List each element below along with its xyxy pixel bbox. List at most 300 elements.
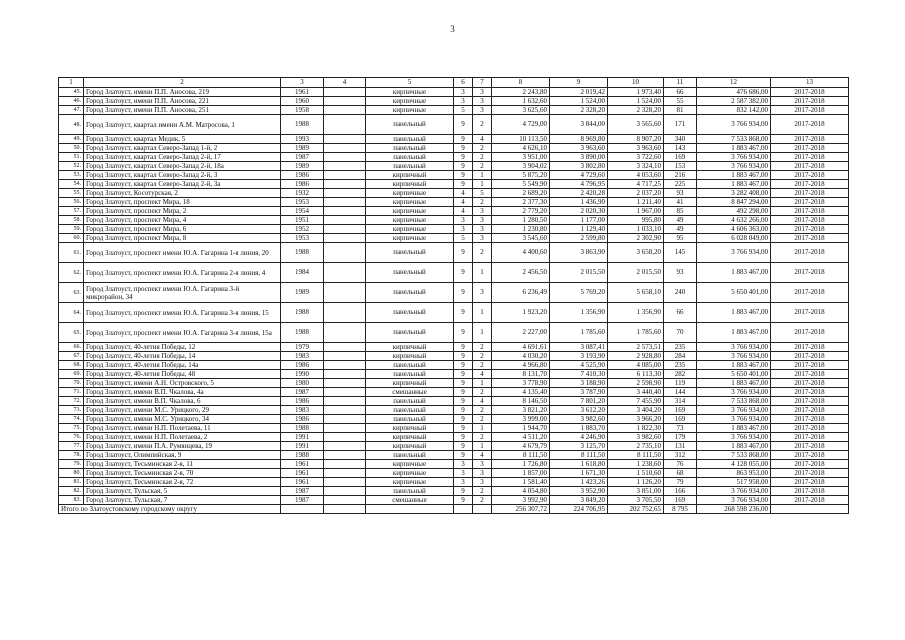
address-cell: Город Златоуст, имени В.П. Чкалова, 4а <box>84 388 281 397</box>
wall-material-cell: панельный <box>366 263 454 283</box>
table-row <box>59 478 849 487</box>
residents-cell: 145 <box>664 243 697 263</box>
row-index: 68. <box>59 361 84 370</box>
floors-cell: 9 <box>454 115 473 135</box>
entrances-cell: 4 <box>473 370 492 379</box>
address-cell: Город Златоуст, проспект Мира, 18 <box>84 198 281 207</box>
address-cell: Город Златоуст, Тесьминская 2-я, 70 <box>84 469 281 478</box>
floors-cell: 4 <box>454 198 473 207</box>
period-cell: 2017-2018 <box>771 352 849 361</box>
column-4-cell <box>324 198 366 207</box>
period-cell: 2017-2018 <box>771 323 849 343</box>
period-cell: 2017-2018 <box>771 406 849 415</box>
column-9-cell: 1 129,40 <box>550 225 608 234</box>
total-area-cell: 3 904,02 <box>492 162 550 171</box>
table-row <box>59 415 849 424</box>
column-4-cell <box>324 106 366 115</box>
row-index: 57. <box>59 207 84 216</box>
cost-cell: 3 766 934,00 <box>697 487 771 496</box>
column-10-cell: 7 455,90 <box>608 397 664 406</box>
period-cell: 2017-2018 <box>771 97 849 106</box>
period-cell: 2017-2018 <box>771 135 849 144</box>
cost-cell: 6 028 049,00 <box>697 234 771 243</box>
column-4-cell <box>324 88 366 97</box>
wall-material-cell: панельный <box>366 135 454 144</box>
floors-cell: 3 <box>454 225 473 234</box>
table-row <box>59 323 849 343</box>
entrances-cell: 2 <box>473 144 492 153</box>
residents-cell: 81 <box>664 106 697 115</box>
floors-cell: 9 <box>454 388 473 397</box>
year-built-cell: 1988 <box>281 303 324 323</box>
entrances-cell: 2 <box>473 487 492 496</box>
column-4-cell <box>324 352 366 361</box>
column-4-cell <box>324 207 366 216</box>
cost-cell: 8 847 294,00 <box>697 198 771 207</box>
entrances-cell: 5 <box>473 189 492 198</box>
year-built-cell: 1987 <box>281 388 324 397</box>
column-9-cell: 3 963,60 <box>550 144 608 153</box>
column-9-cell: 1 618,80 <box>550 460 608 469</box>
year-built-cell: 1961 <box>281 88 324 97</box>
residents-cell: 169 <box>664 153 697 162</box>
column-number-2: 2 <box>84 78 281 88</box>
table-row <box>59 162 849 171</box>
total-area: 256 307,72 <box>492 505 550 514</box>
address-cell: Город Златоуст, имени М.С. Урицкого, 29 <box>84 406 281 415</box>
wall-material-cell: панельный <box>366 303 454 323</box>
year-built-cell: 1987 <box>281 153 324 162</box>
row-index: 83. <box>59 496 84 505</box>
row-index: 63. <box>59 283 84 303</box>
address-cell: Город Златоуст, имени В.П. Чкалова, 6 <box>84 397 281 406</box>
period-cell: 2017-2018 <box>771 216 849 225</box>
column-9-cell: 8 969,80 <box>550 135 608 144</box>
column-number-10: 10 <box>608 78 664 88</box>
row-index: 48. <box>59 115 84 135</box>
entrances-cell: 1 <box>473 180 492 189</box>
table-row <box>59 189 849 198</box>
cost-cell: 7 533 868,00 <box>697 397 771 406</box>
entrances-cell: 3 <box>473 283 492 303</box>
floors-cell: 9 <box>454 323 473 343</box>
entrances-cell: 2 <box>473 162 492 171</box>
year-built-cell: 1954 <box>281 207 324 216</box>
row-index: 65. <box>59 323 84 343</box>
year-built-cell: 1951 <box>281 216 324 225</box>
entrances-cell: 2 <box>473 153 492 162</box>
column-4-cell <box>324 379 366 388</box>
table-row <box>59 198 849 207</box>
column-4-cell <box>324 397 366 406</box>
residents-cell: 225 <box>664 180 697 189</box>
cost-cell: 5 650 401,00 <box>697 283 771 303</box>
wall-material-cell: кирпичный <box>366 180 454 189</box>
column-number-1: 1 <box>59 78 84 88</box>
entrances-cell: 2 <box>473 415 492 424</box>
residents-cell: 66 <box>664 88 697 97</box>
total-area-cell: 8 111,50 <box>492 451 550 460</box>
cost-cell: 3 766 934,00 <box>697 115 771 135</box>
column-4-cell <box>324 97 366 106</box>
address-cell: Город Златоуст, квартал Северо-Запад 1-й, 2 <box>84 144 281 153</box>
entrances-cell: 4 <box>473 451 492 460</box>
year-built-cell: 1988 <box>281 115 324 135</box>
period-cell: 2017-2018 <box>771 487 849 496</box>
address-cell: Город Златоуст, квартал Медик, 5 <box>84 135 281 144</box>
wall-material-cell: кирпичные <box>366 88 454 97</box>
floors-cell: 5 <box>454 234 473 243</box>
floors-cell: 9 <box>454 153 473 162</box>
column-9-cell: 1 356,90 <box>550 303 608 323</box>
address-cell: Город Златоуст, имени П.П. Аносова, 219 <box>84 88 281 97</box>
total-area-cell: 4 679,79 <box>492 442 550 451</box>
table-row <box>59 144 849 153</box>
column-10-cell: 3 658,20 <box>608 243 664 263</box>
wall-material-cell: панельный <box>366 487 454 496</box>
year-built-cell: 1953 <box>281 198 324 207</box>
column-10-cell: 2 302,90 <box>608 234 664 243</box>
floors-cell: 9 <box>454 144 473 153</box>
column-4-cell <box>324 115 366 135</box>
total-area-cell: 3 992,90 <box>492 496 550 505</box>
cost-cell: 7 533 868,00 <box>697 451 771 460</box>
cost-cell: 476 686,00 <box>697 88 771 97</box>
table-row <box>59 442 849 451</box>
table-row <box>59 451 849 460</box>
column-number-row <box>59 78 849 88</box>
column-4-cell <box>324 433 366 442</box>
column-10-cell: 3 404,20 <box>608 406 664 415</box>
entrances-cell: 2 <box>473 406 492 415</box>
year-built-cell: 1989 <box>281 162 324 171</box>
cost-cell: 863 953,00 <box>697 469 771 478</box>
total-area-cell: 4 626,10 <box>492 144 550 153</box>
floors-cell: 9 <box>454 496 473 505</box>
residents-cell: 240 <box>664 283 697 303</box>
floors-cell: 4 <box>454 207 473 216</box>
floors-cell: 9 <box>454 424 473 433</box>
column-10-cell: 995,80 <box>608 216 664 225</box>
total-area-cell: 5 875,20 <box>492 171 550 180</box>
column-10-cell: 1 973,40 <box>608 88 664 97</box>
cost-cell: 4 632 266,00 <box>697 216 771 225</box>
address-cell: Город Златоуст, квартал Северо-Запад 2-й, 17 <box>84 153 281 162</box>
column-4-cell <box>324 216 366 225</box>
column-10-cell: 6 113,30 <box>608 370 664 379</box>
cost-cell: 1 883 467,00 <box>697 180 771 189</box>
entrances-cell: 2 <box>473 198 492 207</box>
wall-material-cell: кирпичный <box>366 171 454 180</box>
residents-cell: 169 <box>664 406 697 415</box>
entrances-cell: 3 <box>473 97 492 106</box>
column-10-cell: 2 735,10 <box>608 442 664 451</box>
cost-cell: 3 766 934,00 <box>697 343 771 352</box>
row-index: 47. <box>59 106 84 115</box>
total-empty-cell <box>473 505 492 514</box>
entrances-cell: 2 <box>473 361 492 370</box>
column-4-cell <box>324 469 366 478</box>
column-4-cell <box>324 189 366 198</box>
total-area-cell: 4 966,80 <box>492 361 550 370</box>
total-column-9: 224 706,95 <box>550 505 608 514</box>
total-area-cell: 2 689,20 <box>492 189 550 198</box>
column-9-cell: 3 125,70 <box>550 442 608 451</box>
period-cell: 2017-2018 <box>771 478 849 487</box>
column-10-cell: 1 356,90 <box>608 303 664 323</box>
row-index: 69. <box>59 370 84 379</box>
wall-material-cell: кирпичный <box>366 379 454 388</box>
residents-cell: 95 <box>664 234 697 243</box>
table-row <box>59 263 849 283</box>
floors-cell: 9 <box>454 352 473 361</box>
table-row <box>59 496 849 505</box>
cost-cell: 5 650 401,00 <box>697 370 771 379</box>
floors-cell: 9 <box>454 171 473 180</box>
cost-cell: 832 142,00 <box>697 106 771 115</box>
row-index: 52. <box>59 162 84 171</box>
row-index: 71. <box>59 388 84 397</box>
wall-material-cell: кирпичные <box>366 97 454 106</box>
period-cell: 2017-2018 <box>771 144 849 153</box>
floors-cell: 9 <box>454 283 473 303</box>
total-column-10: 202 752,65 <box>608 505 664 514</box>
total-area-cell: 3 545,60 <box>492 234 550 243</box>
column-10-cell: 3 440,40 <box>608 388 664 397</box>
wall-material-cell: панельный <box>366 415 454 424</box>
table-row <box>59 216 849 225</box>
year-built-cell: 1980 <box>281 379 324 388</box>
period-cell: 2017-2018 <box>771 379 849 388</box>
total-area-cell: 3 951,00 <box>492 153 550 162</box>
column-9-cell: 1 524,00 <box>550 97 608 106</box>
period-cell: 2017-2018 <box>771 153 849 162</box>
residents-cell: 171 <box>664 115 697 135</box>
floors-cell: 9 <box>454 442 473 451</box>
entrances-cell: 3 <box>473 106 492 115</box>
period-cell: 2017-2018 <box>771 388 849 397</box>
wall-material-cell: кирпичные <box>366 225 454 234</box>
period-cell: 2017-2018 <box>771 370 849 379</box>
column-10-cell: 3 722,60 <box>608 153 664 162</box>
total-area-cell: 2 779,20 <box>492 207 550 216</box>
entrances-cell: 3 <box>473 460 492 469</box>
column-9-cell: 4 246,90 <box>550 433 608 442</box>
total-empty-cell <box>454 505 473 514</box>
period-cell: 2017-2018 <box>771 343 849 352</box>
total-empty-cell <box>281 505 324 514</box>
year-built-cell: 1986 <box>281 361 324 370</box>
period-cell: 2017-2018 <box>771 451 849 460</box>
floors-cell: 9 <box>454 379 473 388</box>
column-9-cell: 3 982,60 <box>550 415 608 424</box>
total-area-cell: 1 857,00 <box>492 469 550 478</box>
wall-material-cell: кирпичные <box>366 469 454 478</box>
total-area-cell: 4 511,20 <box>492 433 550 442</box>
total-area-cell: 3 821,20 <box>492 406 550 415</box>
wall-material-cell: панельный <box>366 451 454 460</box>
table-row <box>59 379 849 388</box>
residents-cell: 143 <box>664 144 697 153</box>
column-9-cell: 3 802,80 <box>550 162 608 171</box>
row-index: 67. <box>59 352 84 361</box>
entrances-cell: 1 <box>473 303 492 323</box>
row-index: 62. <box>59 263 84 283</box>
column-4-cell <box>324 496 366 505</box>
column-4-cell <box>324 424 366 433</box>
entrances-cell: 1 <box>473 379 492 388</box>
column-9-cell: 3 890,00 <box>550 153 608 162</box>
column-10-cell: 1 524,00 <box>608 97 664 106</box>
floors-cell: 3 <box>454 469 473 478</box>
address-cell: Город Златоуст, имени Н.П. Полетаева, 11 <box>84 424 281 433</box>
total-residents: 8 795 <box>664 505 697 514</box>
wall-material-cell: кирпичный <box>366 442 454 451</box>
cost-cell: 2 587 382,00 <box>697 97 771 106</box>
column-4-cell <box>324 180 366 189</box>
table-row <box>59 487 849 496</box>
floors-cell: 9 <box>454 135 473 144</box>
residents-cell: 49 <box>664 225 697 234</box>
year-built-cell: 1961 <box>281 460 324 469</box>
address-cell: Город Златоуст, имени П.П. Аносова, 221 <box>84 97 281 106</box>
table-row <box>59 352 849 361</box>
address-cell: Город Златоуст, проспект имени Ю.А. Гагарина 3-я линия, 15 <box>84 303 281 323</box>
period-cell: 2017-2018 <box>771 115 849 135</box>
column-4-cell <box>324 361 366 370</box>
period-cell: 2017-2018 <box>771 225 849 234</box>
year-built-cell: 1983 <box>281 352 324 361</box>
row-index: 66. <box>59 343 84 352</box>
year-built-cell: 1990 <box>281 370 324 379</box>
floors-cell: 3 <box>454 478 473 487</box>
wall-material-cell: панельный <box>366 283 454 303</box>
row-index: 77. <box>59 442 84 451</box>
total-area-cell: 4 729,00 <box>492 115 550 135</box>
period-cell: 2017-2018 <box>771 180 849 189</box>
cost-cell: 1 883 467,00 <box>697 144 771 153</box>
floors-cell: 3 <box>454 216 473 225</box>
column-4-cell <box>324 283 366 303</box>
floors-cell: 9 <box>454 263 473 283</box>
table-row <box>59 370 849 379</box>
column-10-cell: 4 085,00 <box>608 361 664 370</box>
total-area-cell: 10 113,50 <box>492 135 550 144</box>
column-9-cell: 7 801,20 <box>550 397 608 406</box>
column-4-cell <box>324 162 366 171</box>
column-9-cell: 4 796,95 <box>550 180 608 189</box>
entrances-cell: 2 <box>473 115 492 135</box>
period-cell: 2017-2018 <box>771 415 849 424</box>
residents-cell: 85 <box>664 207 697 216</box>
year-built-cell: 1958 <box>281 106 324 115</box>
table-row <box>59 115 849 135</box>
cost-cell: 1 883 467,00 <box>697 303 771 323</box>
floors-cell: 9 <box>454 303 473 323</box>
floors-cell: 9 <box>454 361 473 370</box>
column-10-cell: 2 598,90 <box>608 379 664 388</box>
column-10-cell: 1 785,60 <box>608 323 664 343</box>
column-number-9: 9 <box>550 78 608 88</box>
address-cell: Город Златоуст, 40-летия Победы, 12 <box>84 343 281 352</box>
total-area-cell: 4 054,80 <box>492 487 550 496</box>
table-row <box>59 424 849 433</box>
column-9-cell: 1 177,00 <box>550 216 608 225</box>
address-cell: Город Златоуст, Тесьминская 2-я, 11 <box>84 460 281 469</box>
cost-cell: 1 883 467,00 <box>697 379 771 388</box>
table-row <box>59 234 849 243</box>
cost-cell: 3 766 934,00 <box>697 406 771 415</box>
column-number-13: 13 <box>771 78 849 88</box>
column-4-cell <box>324 263 366 283</box>
year-built-cell: 1986 <box>281 171 324 180</box>
column-4-cell <box>324 487 366 496</box>
cost-cell: 1 883 467,00 <box>697 263 771 283</box>
year-built-cell: 1953 <box>281 234 324 243</box>
entrances-cell: 3 <box>473 207 492 216</box>
period-cell: 2017-2018 <box>771 433 849 442</box>
table-row <box>59 243 849 263</box>
floors-cell: 3 <box>454 97 473 106</box>
column-number-5: 5 <box>366 78 454 88</box>
total-cost: 268 598 236,00 <box>697 505 771 514</box>
column-4-cell <box>324 406 366 415</box>
address-cell: Город Златоуст, имени П.П. Аносова, 251 <box>84 106 281 115</box>
column-10-cell: 2 015,50 <box>608 263 664 283</box>
column-10-cell: 3 966,20 <box>608 415 664 424</box>
column-10-cell: 1 211,40 <box>608 198 664 207</box>
wall-material-cell: кирпичные <box>366 207 454 216</box>
total-area-cell: 2 227,00 <box>492 323 550 343</box>
residents-cell: 216 <box>664 171 697 180</box>
table-row <box>59 135 849 144</box>
column-10-cell: 2 573,51 <box>608 343 664 352</box>
wall-material-cell: смешанные <box>366 388 454 397</box>
cost-cell: 3 282 408,00 <box>697 189 771 198</box>
table-row <box>59 225 849 234</box>
entrances-cell: 4 <box>473 397 492 406</box>
table-row <box>59 388 849 397</box>
residents-cell: 179 <box>664 433 697 442</box>
column-4-cell <box>324 343 366 352</box>
total-area-cell: 6 236,49 <box>492 283 550 303</box>
total-area-cell: 1 923,20 <box>492 303 550 323</box>
entrances-cell: 3 <box>473 234 492 243</box>
entrances-cell: 2 <box>473 343 492 352</box>
table-row <box>59 153 849 162</box>
column-9-cell: 3 863,90 <box>550 243 608 263</box>
total-area-cell: 4 691,61 <box>492 343 550 352</box>
entrances-cell: 2 <box>473 496 492 505</box>
column-4-cell <box>324 415 366 424</box>
row-index: 53. <box>59 171 84 180</box>
row-index: 76. <box>59 433 84 442</box>
wall-material-cell: кирпичный <box>366 352 454 361</box>
residents-cell: 73 <box>664 424 697 433</box>
wall-material-cell: кирпичные <box>366 460 454 469</box>
wall-material-cell: панельный <box>366 115 454 135</box>
column-4-cell <box>324 153 366 162</box>
total-area-cell: 4 135,40 <box>492 388 550 397</box>
column-10-cell: 8 907,20 <box>608 135 664 144</box>
wall-material-cell: панельный <box>366 153 454 162</box>
column-number-8: 8 <box>492 78 550 88</box>
column-9-cell: 3 787,90 <box>550 388 608 397</box>
address-cell: Город Златоуст, проспект Мира, 4 <box>84 216 281 225</box>
column-9-cell: 8 111,50 <box>550 451 608 460</box>
cost-cell: 1 883 467,00 <box>697 323 771 343</box>
housing-register-table <box>58 77 849 514</box>
